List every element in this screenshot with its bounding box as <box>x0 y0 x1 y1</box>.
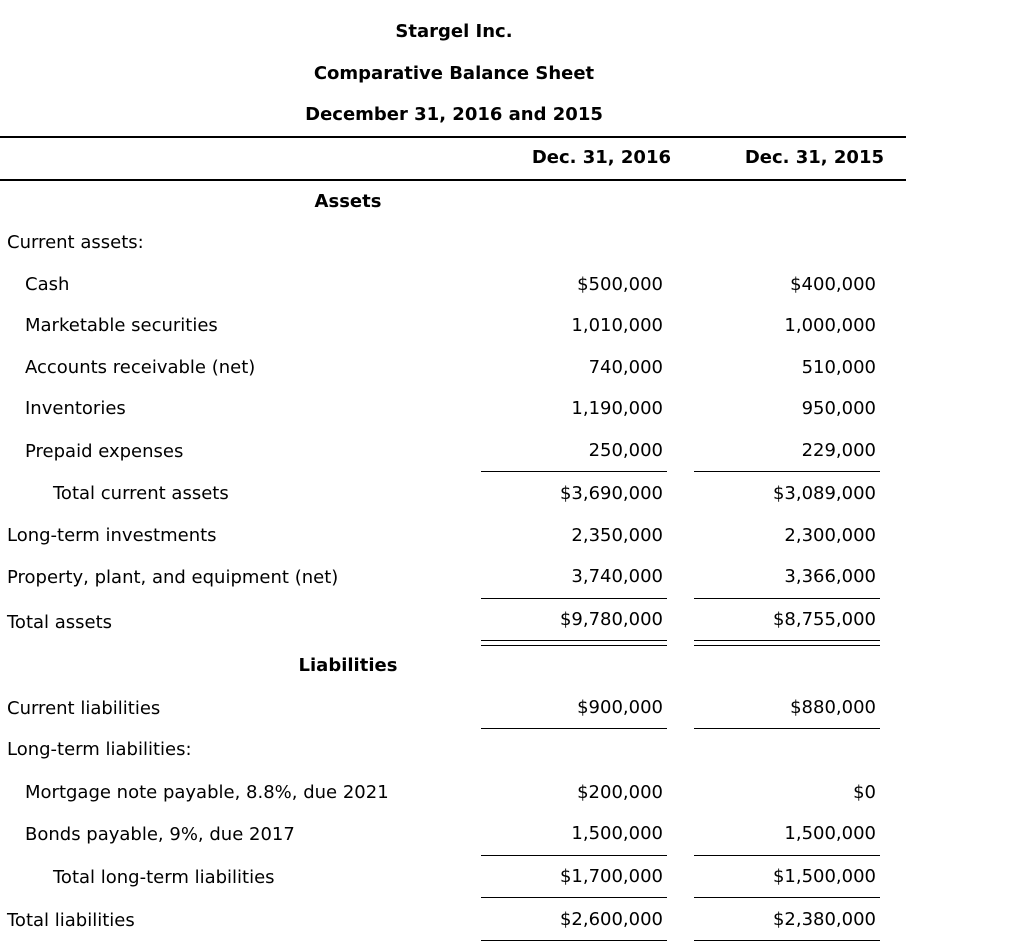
underline-ppe-2016 <box>481 598 667 599</box>
value-total-current-assets-2016: $3,690,000 <box>559 483 663 504</box>
value-bonds-payable-2015: 1,500,000 <box>784 823 876 844</box>
value-total-current-assets-2015: $3,089,000 <box>772 483 876 504</box>
value-mortgage-note-2015: $0 <box>853 782 876 803</box>
statement-period: December 31, 2016 and 2015 <box>305 104 603 125</box>
column-header-2015: Dec. 31, 2015 <box>744 147 884 168</box>
row-label-total-assets: Total assets <box>7 612 113 633</box>
section-heading-assets: Assets <box>314 191 382 212</box>
section-heading-liabilities: Liabilities <box>298 655 398 676</box>
row-label-ppe: Property, plant, and equipment (net) <box>7 567 339 588</box>
value-inventories-2016: 1,190,000 <box>571 398 663 419</box>
value-inventories-2015: 950,000 <box>801 398 876 419</box>
row-label-total-liabilities: Total liabilities <box>7 910 135 931</box>
underline-total-lt-liabilities-2016 <box>481 897 667 898</box>
header-top-rule <box>0 136 906 138</box>
value-cash-2016: $500,000 <box>577 274 663 295</box>
row-label-long-term-liabilities: Long-term liabilities: <box>7 739 192 760</box>
row-label-total-long-term-liabilities: Total long-term liabilities <box>53 867 275 888</box>
underline-current-liabilities-2015 <box>694 728 880 729</box>
row-label-long-term-investments: Long-term investments <box>7 525 217 546</box>
value-marketable-securities-2015: 1,000,000 <box>784 315 876 336</box>
value-prepaid-expenses-2016: 250,000 <box>588 440 663 461</box>
company-name: Stargel Inc. <box>395 21 513 42</box>
statement-title: Comparative Balance Sheet <box>313 63 595 84</box>
row-label-bonds-payable: Bonds payable, 9%, due 2017 <box>25 824 295 845</box>
value-total-assets-2015: $8,755,000 <box>772 609 876 630</box>
value-ppe-2015: 3,366,000 <box>784 566 876 587</box>
value-total-liabilities-2016: $2,600,000 <box>559 909 663 930</box>
row-label-prepaid-expenses: Prepaid expenses <box>25 441 184 462</box>
row-label-accounts-receivable: Accounts receivable (net) <box>25 357 256 378</box>
row-label-current-liabilities: Current liabilities <box>7 698 161 719</box>
header-bottom-rule <box>0 179 906 181</box>
underline-total-liabilities-2015 <box>694 940 880 941</box>
value-mortgage-note-2016: $200,000 <box>577 782 663 803</box>
double-underline-total-assets-2016 <box>481 640 667 646</box>
value-accounts-receivable-2016: 740,000 <box>588 357 663 378</box>
underline-total-lt-liabilities-2015 <box>694 897 880 898</box>
row-label-inventories: Inventories <box>25 398 126 419</box>
value-total-assets-2016: $9,780,000 <box>559 609 663 630</box>
row-label-marketable-securities: Marketable securities <box>25 315 218 336</box>
value-total-liabilities-2015: $2,380,000 <box>772 909 876 930</box>
underline-prepaid-2016 <box>481 471 667 472</box>
value-current-liabilities-2015: $880,000 <box>790 697 876 718</box>
value-prepaid-expenses-2015: 229,000 <box>801 440 876 461</box>
row-label-mortgage-note: Mortgage note payable, 8.8%, due 2021 <box>25 782 389 803</box>
underline-prepaid-2015 <box>694 471 880 472</box>
value-accounts-receivable-2015: 510,000 <box>801 357 876 378</box>
underline-bonds-2016 <box>481 855 667 856</box>
row-label-current-assets: Current assets: <box>7 232 144 253</box>
value-long-term-investments-2016: 2,350,000 <box>571 525 663 546</box>
row-label-total-current-assets: Total current assets <box>53 483 229 504</box>
row-label-cash: Cash <box>25 274 70 295</box>
double-underline-total-assets-2015 <box>694 640 880 646</box>
value-bonds-payable-2016: 1,500,000 <box>571 823 663 844</box>
underline-ppe-2015 <box>694 598 880 599</box>
value-current-liabilities-2016: $900,000 <box>577 697 663 718</box>
value-total-long-term-liabilities-2015: $1,500,000 <box>772 866 876 887</box>
value-long-term-investments-2015: 2,300,000 <box>784 525 876 546</box>
value-marketable-securities-2016: 1,010,000 <box>571 315 663 336</box>
underline-total-liabilities-2016 <box>481 940 667 941</box>
underline-current-liabilities-2016 <box>481 728 667 729</box>
column-header-2016: Dec. 31, 2016 <box>531 147 671 168</box>
underline-bonds-2015 <box>694 855 880 856</box>
value-ppe-2016: 3,740,000 <box>571 566 663 587</box>
value-cash-2015: $400,000 <box>790 274 876 295</box>
value-total-long-term-liabilities-2016: $1,700,000 <box>559 866 663 887</box>
